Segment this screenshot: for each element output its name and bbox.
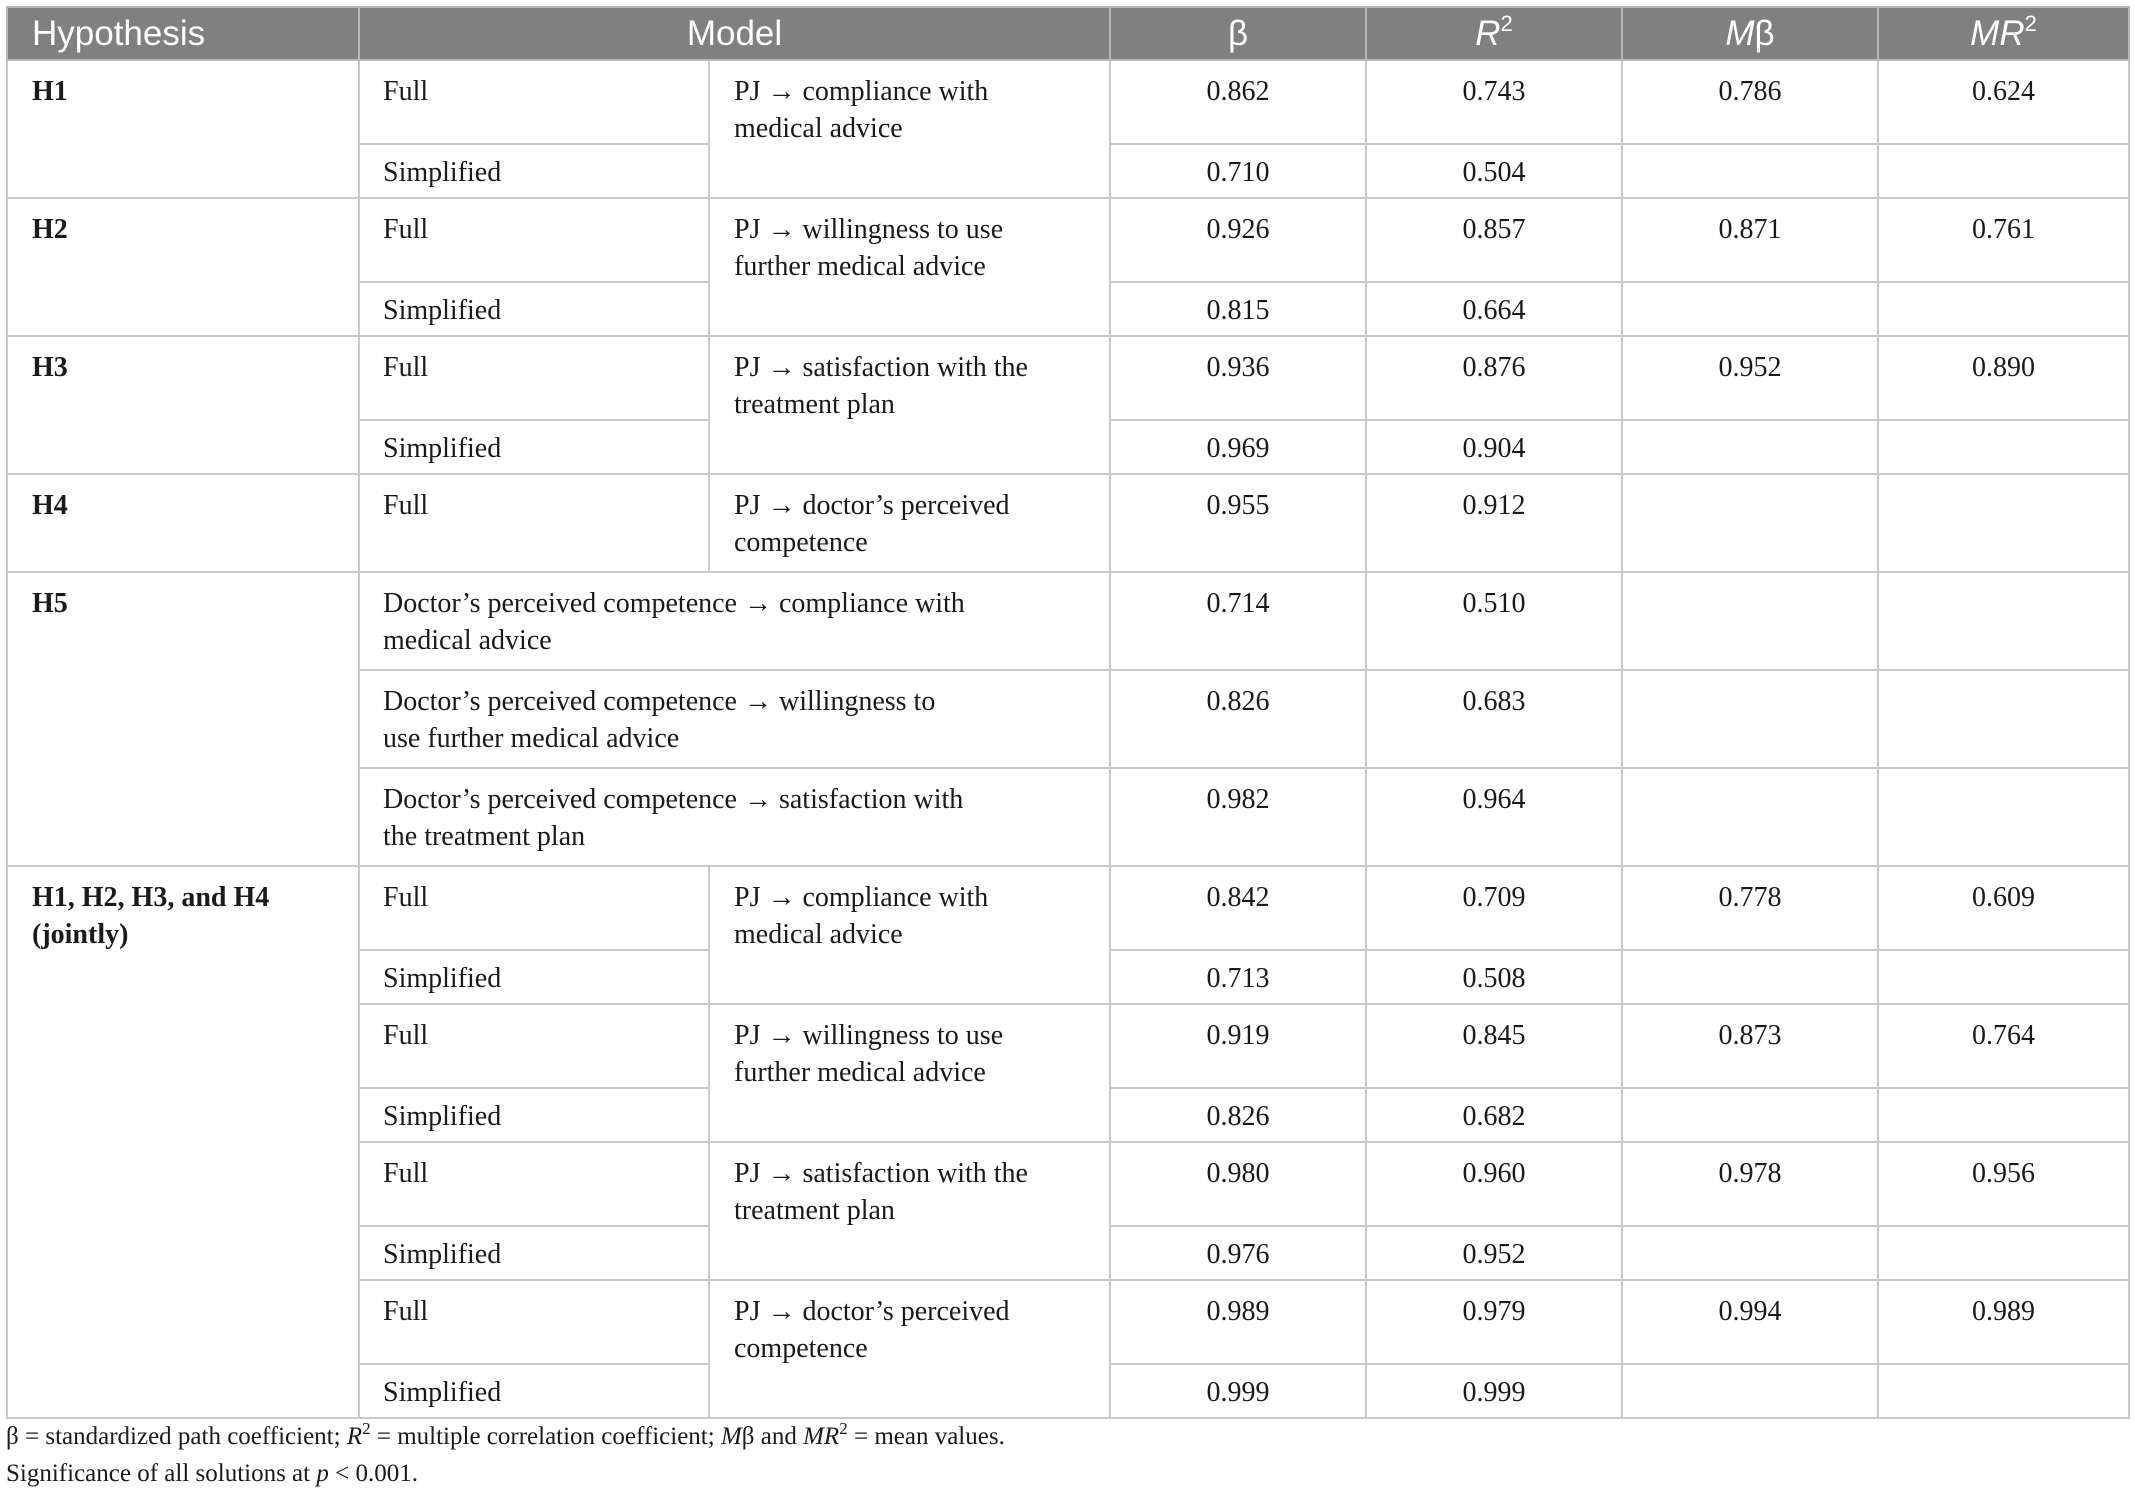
beta-cell: 0.826 (1110, 670, 1366, 768)
beta-cell: 0.714 (1110, 572, 1366, 670)
hypothesis-joint-text: H1, H2, H3, and H4 (jointly) (32, 882, 270, 950)
beta-cell: 0.826 (1110, 1088, 1366, 1142)
mr2-cell: 0.956 (1878, 1142, 2129, 1226)
footnote-beta-definition: = standardized path coefficient; (18, 1423, 347, 1450)
empty-cell (1878, 420, 2129, 474)
model-cell: Full (359, 474, 709, 572)
footnote-significance (6, 1455, 2128, 1492)
beta-cell: 0.969 (1110, 420, 1366, 474)
model-cell: Full (359, 60, 709, 144)
empty-cell (1622, 670, 1878, 768)
header-r2-sup: 2 (1500, 10, 1513, 36)
empty-cell (1622, 1226, 1878, 1280)
footnote-r-sup: 2 (362, 1419, 371, 1438)
table-row (7, 474, 2129, 572)
footnote-mbeta-m: M (720, 1423, 742, 1450)
footnote-mean-definition: = mean values. (847, 1423, 1005, 1450)
beta-cell: 0.980 (1110, 1142, 1366, 1226)
r2-cell: 0.845 (1366, 1004, 1622, 1088)
path-text: Doctor’s perceived competence → compliance with medical advice (383, 588, 965, 656)
table-row (7, 198, 2129, 282)
table-row (7, 572, 2129, 670)
path-cell (709, 866, 1110, 1004)
model-cell: Full (359, 1142, 709, 1226)
r2-cell: 0.504 (1366, 144, 1622, 198)
hypothesis-cell: H2 (7, 198, 359, 336)
mr2-cell: 0.624 (1878, 60, 2129, 144)
model-cell: Simplified (359, 420, 709, 474)
empty-cell (1878, 768, 2129, 866)
header-row (7, 7, 2129, 60)
beta-cell: 0.713 (1110, 950, 1366, 1004)
mbeta-cell: 0.978 (1622, 1142, 1878, 1226)
empty-cell (1878, 474, 2129, 572)
mbeta-cell: 0.994 (1622, 1280, 1878, 1364)
path-cell (709, 60, 1110, 198)
beta-cell: 0.815 (1110, 282, 1366, 336)
model-cell: Simplified (359, 144, 709, 198)
empty-cell (1622, 768, 1878, 866)
mbeta-cell: 0.871 (1622, 198, 1878, 282)
footnote-mr-letters: MR (803, 1423, 840, 1450)
r2-cell: 0.964 (1366, 768, 1622, 866)
beta-cell: 0.989 (1110, 1280, 1366, 1364)
mr2-cell: 0.761 (1878, 198, 2129, 282)
mr2-cell: 0.989 (1878, 1280, 2129, 1364)
path-text: PJ → satisfaction with the treatment plan (734, 1158, 1028, 1226)
empty-cell (1622, 144, 1878, 198)
mr2-cell: 0.609 (1878, 866, 2129, 950)
path-text: PJ → satisfaction with the treatment plan (734, 352, 1028, 420)
path-cell (709, 1280, 1110, 1418)
path-cell (709, 1142, 1110, 1280)
header-model: Model (359, 7, 1110, 60)
path-cell (709, 474, 1110, 572)
header-mr2-letters: MR (1970, 13, 2025, 53)
model-cell: Full (359, 1280, 709, 1364)
header-mbeta-m: M (1725, 13, 1755, 53)
header-mbeta-b: β (1754, 13, 1775, 53)
footnote-p-value: < 0.001. (328, 1460, 418, 1487)
mbeta-cell: 0.786 (1622, 60, 1878, 144)
path-text: PJ → willingness to use further medical advice (734, 1020, 1004, 1088)
model-cell: Simplified (359, 1364, 709, 1418)
footnote-and: and (754, 1423, 804, 1450)
beta-cell: 0.842 (1110, 866, 1366, 950)
results-table (6, 6, 2130, 1419)
empty-cell (1878, 1226, 2129, 1280)
empty-cell (1622, 282, 1878, 336)
mr2-cell: 0.890 (1878, 336, 2129, 420)
empty-cell (1878, 950, 2129, 1004)
empty-cell (1622, 1364, 1878, 1418)
r2-cell: 0.904 (1366, 420, 1622, 474)
empty-cell (1878, 1364, 2129, 1418)
empty-cell (1878, 282, 2129, 336)
hypothesis-cell (7, 866, 359, 1418)
path-text: Doctor’s perceived competence → willingness to use further medical advice (383, 686, 936, 754)
header-mr2-sup: 2 (2024, 10, 2037, 36)
table-footnotes (6, 1418, 2128, 1492)
header-beta: β (1110, 7, 1366, 60)
empty-cell (1622, 950, 1878, 1004)
empty-cell (1878, 1088, 2129, 1142)
model-cell: Full (359, 198, 709, 282)
footnote-significance-text: Significance of all solutions at (6, 1460, 317, 1487)
path-text: Doctor’s perceived competence → satisfaction with the treatment plan (383, 784, 964, 852)
r2-cell: 0.664 (1366, 282, 1622, 336)
model-cell: Simplified (359, 282, 709, 336)
header-mbeta (1622, 7, 1878, 60)
r2-cell: 0.960 (1366, 1142, 1622, 1226)
mbeta-cell: 0.873 (1622, 1004, 1878, 1088)
path-text: PJ → compliance with medical advice (734, 76, 989, 144)
mr2-cell: 0.764 (1878, 1004, 2129, 1088)
footnote-mr-sup: 2 (839, 1419, 848, 1438)
path-text: PJ → doctor’s perceived competence (734, 490, 1010, 558)
beta-cell: 0.919 (1110, 1004, 1366, 1088)
beta-cell: 0.982 (1110, 768, 1366, 866)
model-cell: Full (359, 866, 709, 950)
model-cell: Simplified (359, 1226, 709, 1280)
empty-cell (1878, 572, 2129, 670)
path-cell (359, 768, 1110, 866)
beta-cell: 0.936 (1110, 336, 1366, 420)
path-cell (359, 670, 1110, 768)
model-cell: Simplified (359, 950, 709, 1004)
table-row (7, 336, 2129, 420)
footnote-r-definition: = multiple correlation coefficient; (370, 1423, 721, 1450)
path-cell (709, 336, 1110, 474)
r2-cell: 0.999 (1366, 1364, 1622, 1418)
r2-cell: 0.912 (1366, 474, 1622, 572)
model-cell: Full (359, 1004, 709, 1088)
footnote-p-letter: p (316, 1460, 329, 1487)
beta-cell: 0.999 (1110, 1364, 1366, 1418)
header-r2 (1366, 7, 1622, 60)
empty-cell (1878, 144, 2129, 198)
r2-cell: 0.979 (1366, 1280, 1622, 1364)
empty-cell (1878, 670, 2129, 768)
footnote-mbeta-b: β (741, 1423, 755, 1450)
model-cell: Full (359, 336, 709, 420)
empty-cell (1622, 420, 1878, 474)
header-mr2 (1878, 7, 2129, 60)
path-cell (359, 572, 1110, 670)
beta-cell: 0.926 (1110, 198, 1366, 282)
beta-cell: 0.955 (1110, 474, 1366, 572)
r2-cell: 0.952 (1366, 1226, 1622, 1280)
table-row (7, 60, 2129, 144)
table-row (7, 866, 2129, 950)
header-r2-letter: R (1475, 13, 1501, 53)
results-table-container (6, 6, 2128, 1419)
path-cell (709, 198, 1110, 336)
r2-cell: 0.857 (1366, 198, 1622, 282)
model-cell: Simplified (359, 1088, 709, 1142)
r2-cell: 0.709 (1366, 866, 1622, 950)
r2-cell: 0.743 (1366, 60, 1622, 144)
footnote-beta-symbol: β (6, 1423, 19, 1450)
r2-cell: 0.510 (1366, 572, 1622, 670)
mbeta-cell: 0.778 (1622, 866, 1878, 950)
empty-cell (1622, 1088, 1878, 1142)
hypothesis-cell: H4 (7, 474, 359, 572)
path-text: PJ → willingness to use further medical advice (734, 214, 1004, 282)
empty-cell (1622, 572, 1878, 670)
path-text: PJ → doctor’s perceived competence (734, 1296, 1010, 1364)
r2-cell: 0.682 (1366, 1088, 1622, 1142)
beta-cell: 0.862 (1110, 60, 1366, 144)
beta-cell: 0.710 (1110, 144, 1366, 198)
path-cell (709, 1004, 1110, 1142)
hypothesis-cell: H5 (7, 572, 359, 866)
hypothesis-cell: H1 (7, 60, 359, 198)
r2-cell: 0.683 (1366, 670, 1622, 768)
r2-cell: 0.876 (1366, 336, 1622, 420)
empty-cell (1622, 474, 1878, 572)
beta-cell: 0.976 (1110, 1226, 1366, 1280)
mbeta-cell: 0.952 (1622, 336, 1878, 420)
hypothesis-cell: H3 (7, 336, 359, 474)
r2-cell: 0.508 (1366, 950, 1622, 1004)
path-text: PJ → compliance with medical advice (734, 882, 989, 950)
footnote-r-letter: R (346, 1423, 363, 1450)
footnote-definitions (6, 1418, 2128, 1455)
header-hypothesis: Hypothesis (7, 7, 359, 60)
